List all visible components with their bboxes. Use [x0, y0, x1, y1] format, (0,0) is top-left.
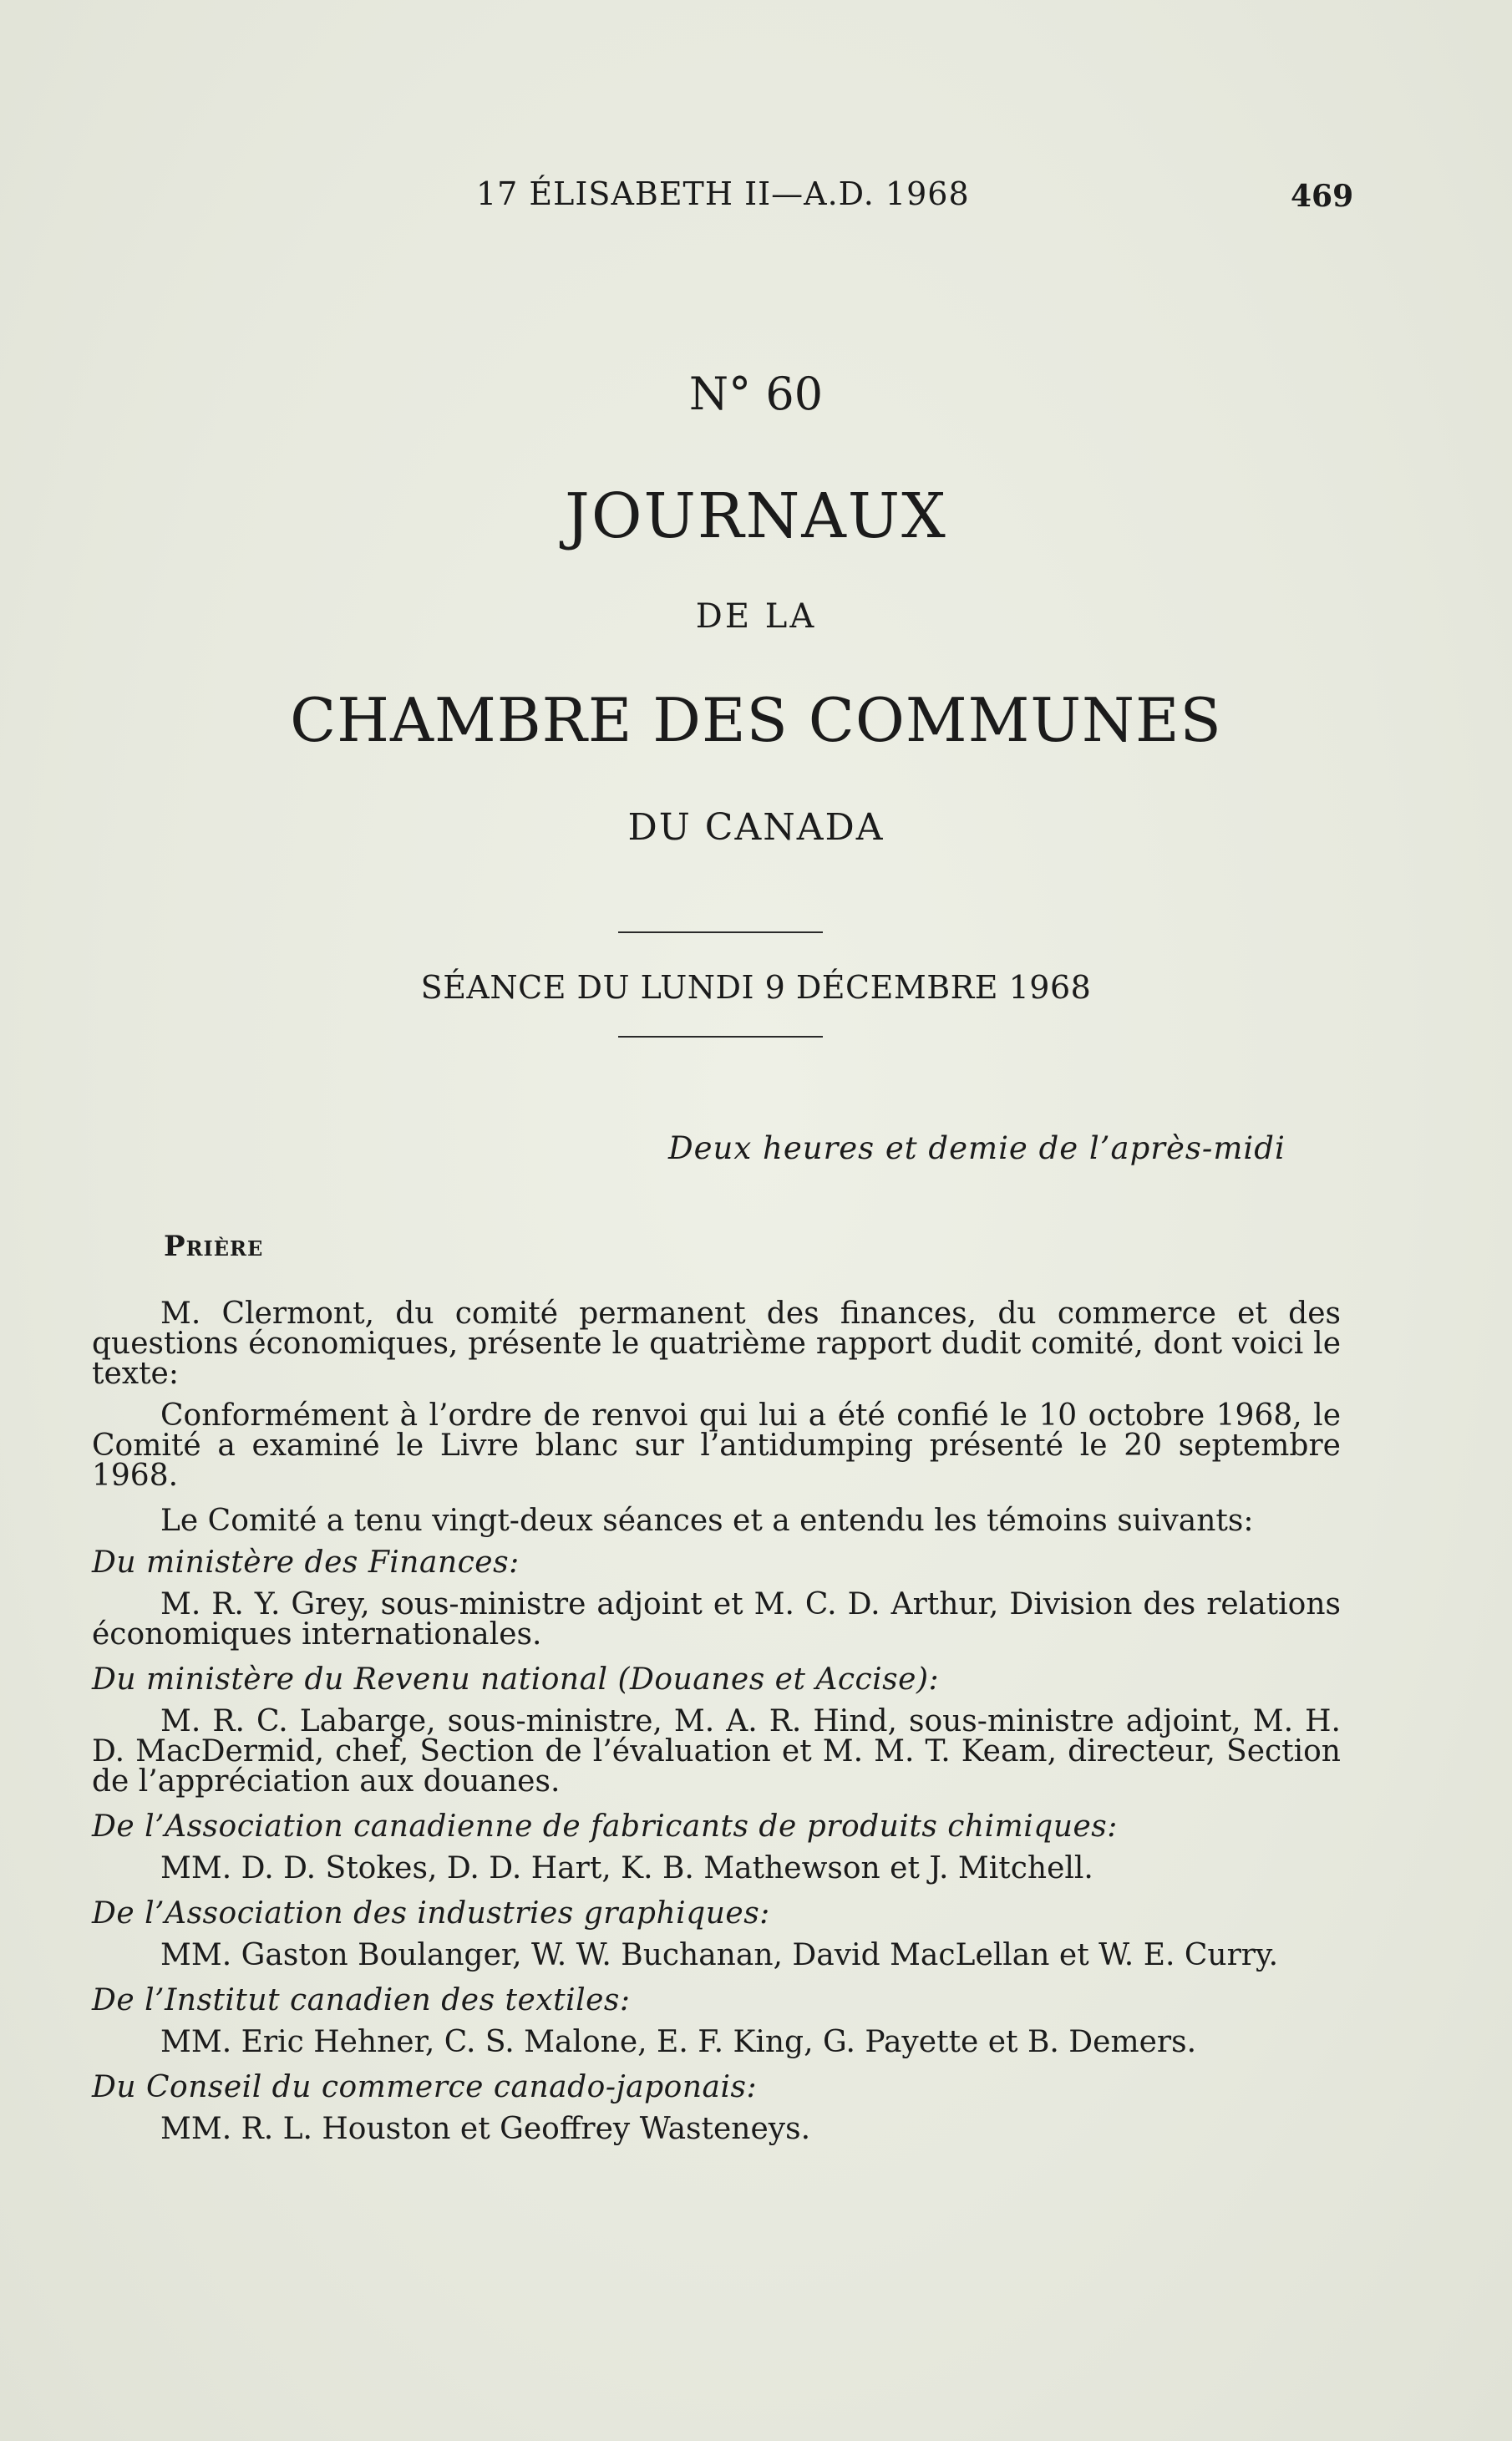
title-du-canada: DU CANADA — [627, 806, 885, 849]
title-journaux: JOURNAUX — [565, 480, 947, 552]
page-number: 469 — [1291, 179, 1354, 214]
regnal-year: 17 ÉLISABETH II—A.D. 1968 — [476, 175, 970, 212]
paragraph-order-of-reference: Conformément à l’ordre de renvoi qui lui a été confié le 10 octobre 1968, le Comité a examiné le Livre blanc sur l’antidumping présenté le 20 septembre 1968. — [92, 1398, 1341, 1493]
report-body — [92, 1299, 1341, 2144]
prayer-heading: Prière — [164, 1230, 264, 1263]
running-head — [0, 175, 1512, 217]
witness-source: De l’Association des industries graphiques: — [92, 1896, 770, 1931]
witness-source: Du Conseil du commerce canado-japonais: — [92, 2070, 758, 2104]
witness-names: MM. D. D. Stokes, D. D. Hart, K. B. Mathewson et J. Mitchell. — [160, 1851, 1093, 1885]
witness-source: De l’Association canadienne de fabricants de produits chimiques: — [92, 1809, 1118, 1844]
sitting-date: SÉANCE DU LUNDI 9 DÉCEMBRE 1968 — [420, 969, 1092, 1006]
witness-names: M. R. Y. Grey, sous-ministre adjoint et M. C. D. Arthur, Division des relations économiques internationales. — [92, 1587, 1341, 1652]
paragraph-report-presented: M. Clermont, du comité permanent des finances, du commerce et des questions économiques, présente le quatrième rapport dudit comité, dont voici le texte: — [92, 1297, 1341, 1391]
witness-source: De l’Institut canadien des textiles: — [92, 1983, 631, 2017]
divider-top — [618, 931, 823, 933]
witness-source: Du ministère du Revenu national (Douanes et Accise): — [92, 1662, 940, 1697]
paragraph-witnesses-intro: Le Comité a tenu vingt-deux séances et a entendu les témoins suivants: — [160, 1504, 1254, 1538]
witness-names: MM. Eric Hehner, C. S. Malone, E. F. King, G. Payette et B. Demers. — [160, 2025, 1197, 2059]
divider-bottom — [618, 1036, 823, 1038]
journal-number: N° 60 — [688, 368, 824, 420]
title-chambre: CHAMBRE DES COMMUNES — [290, 685, 1222, 755]
witness-source: Du ministère des Finances: — [92, 1545, 520, 1580]
witness-names: MM. Gaston Boulanger, W. W. Buchanan, David MacLellan et W. E. Curry. — [160, 1938, 1279, 1972]
witness-names: MM. R. L. Houston et Geoffrey Wasteneys. — [160, 2112, 811, 2146]
title-de-la: DE LA — [695, 597, 817, 636]
sitting-time: Deux heures et demie de l’après-midi — [668, 1130, 1286, 1166]
witness-names: M. R. C. Labarge, sous-ministre, M. A. R. Hind, sous-ministre adjoint, M. H. D. MacDermid, chef, Section de l’évaluation et M. M. T. Keam, directeur, Section de l’appréciation aux douanes. — [92, 1704, 1341, 1799]
